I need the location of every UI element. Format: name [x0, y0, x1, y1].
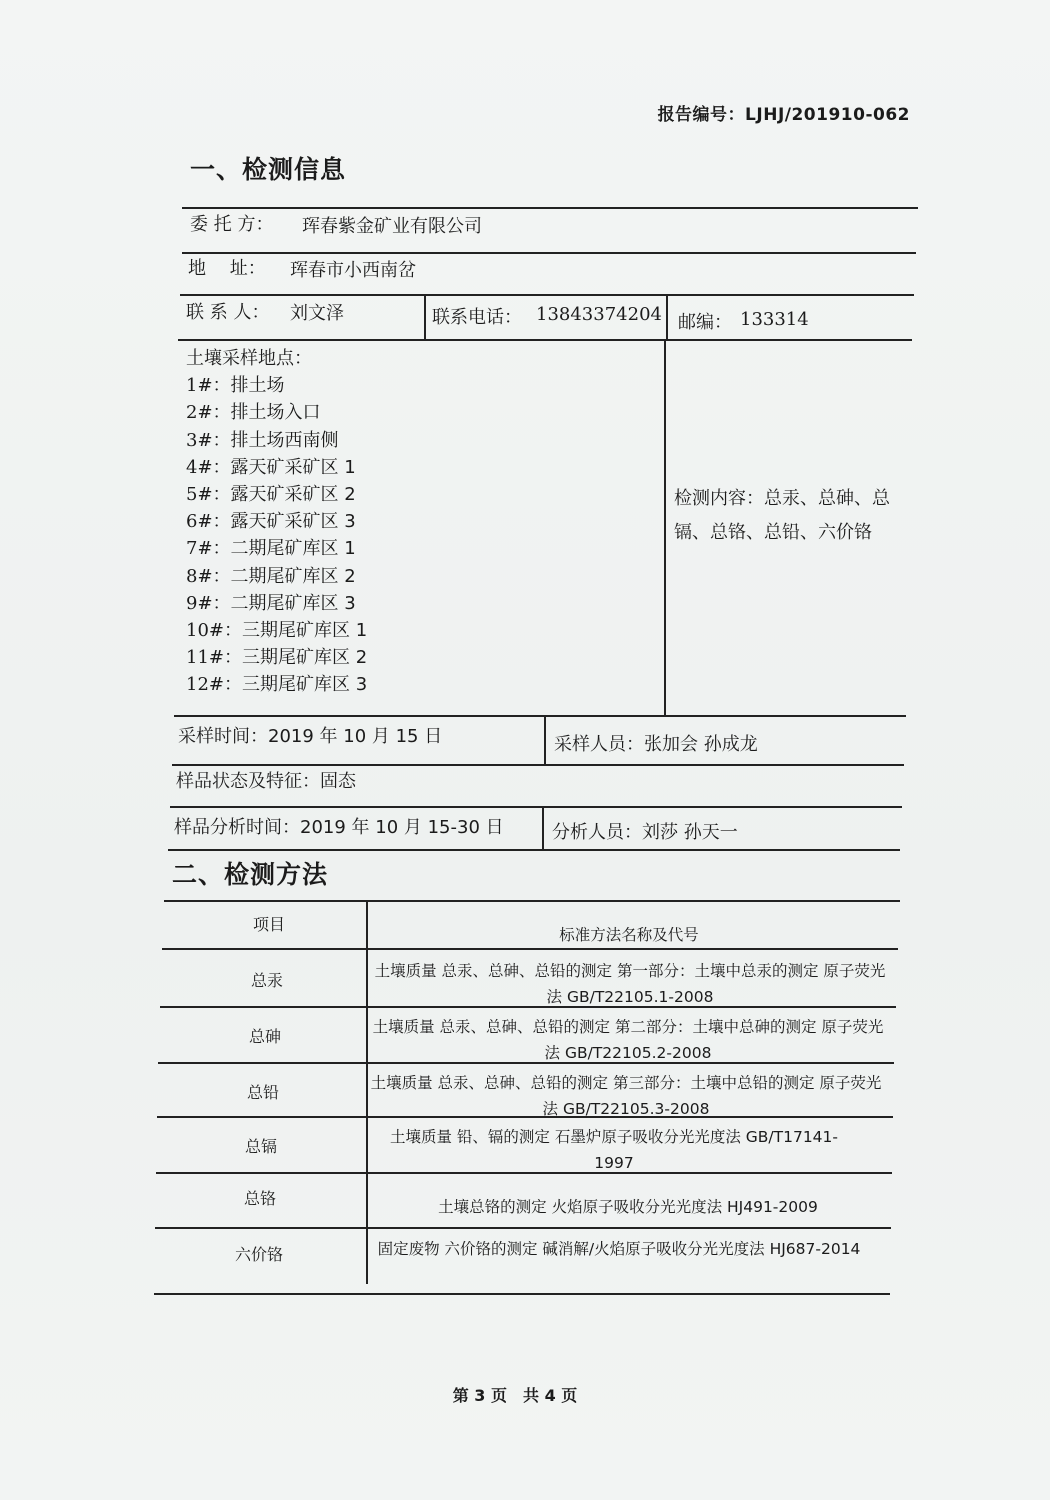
section-title-detection-info: 一、检测信息 — [190, 155, 347, 184]
contact-person-label: 联 系 人： — [186, 302, 270, 323]
table-cell-std: 土壤质量 总汞、总砷、总铅的测定 第一部分：土壤中总汞的测定 原子荧光法 GB/T22105.1-2008 — [374, 962, 886, 1006]
divider — [664, 340, 666, 715]
client-label: 委 托 方： — [190, 214, 274, 235]
divider — [424, 296, 426, 339]
header-std: 标准方法名称及代号 — [559, 926, 699, 944]
rule — [168, 849, 900, 851]
list-item: 5#：露天矿采矿区 2 — [186, 484, 356, 506]
report-number: 报告编号：LJHJ/201910-062 — [657, 105, 910, 125]
page-total: 共 4 页 — [523, 1386, 578, 1405]
rule — [174, 715, 906, 717]
address-label: 地 址： — [188, 258, 266, 279]
table-rule — [155, 1227, 891, 1229]
contact-person-value: 刘文泽 — [290, 303, 344, 324]
contact-phone-value: 13843374204 — [536, 304, 662, 325]
table-cell-item: 六价铬 — [234, 1245, 283, 1264]
section-title-methods: 二、检测方法 — [172, 860, 329, 889]
table-cell-item: 总镉 — [244, 1137, 277, 1156]
rule — [172, 764, 904, 766]
rule — [170, 806, 902, 808]
list-item: 6#：露天矿采矿区 3 — [186, 511, 356, 533]
divider — [666, 296, 668, 339]
list-item: 9#：二期尾矿库区 3 — [186, 592, 356, 614]
address-value: 珲春市小西南岔 — [290, 260, 416, 281]
page-footer — [0, 1383, 1030, 1406]
sampling-location-list — [186, 345, 367, 699]
list-item: 12#：三期尾矿库区 3 — [186, 674, 368, 696]
sampling-time: 采样时间：2019 年 10 月 15 日 — [178, 726, 443, 747]
zip-label: 邮编： — [678, 312, 732, 333]
table-cell-std: 固定废物 六价铬的测定 碱消解/火焰原子吸收分光光度法 HJ687-2014 — [377, 1240, 861, 1258]
contact-phone-label: 联系电话： — [432, 307, 522, 328]
list-item: 4#：露天矿采矿区 1 — [186, 456, 356, 478]
list-item: 7#：二期尾矿库区 1 — [186, 538, 356, 560]
client-value: 珲春紫金矿业有限公司 — [302, 216, 482, 237]
sample-state: 样品状态及特征：固态 — [176, 771, 356, 792]
divider — [544, 716, 546, 764]
table-cell-std: 土壤总铬的测定 火焰原子吸收分光光度法 HJ491-2009 — [438, 1198, 818, 1216]
list-item: 11#：三期尾矿库区 2 — [186, 647, 368, 669]
rule — [178, 339, 912, 341]
list-item: 8#：二期尾矿库区 2 — [186, 565, 356, 587]
rule-top — [182, 207, 918, 209]
table-cell-std: 土壤质量 总汞、总砷、总铅的测定 第三部分：土壤中总铅的测定 原子荧光法 GB/T22105.3-2008 — [370, 1074, 882, 1118]
page-number: 第 3 页 — [452, 1386, 507, 1405]
table-rule — [162, 948, 898, 950]
list-item: 3#：排土场西南侧 — [186, 429, 339, 451]
table-cell-std: 土壤质量 总汞、总砷、总铅的测定 第二部分：土壤中总砷的测定 原子荧光法 GB/T22105.2-2008 — [372, 1018, 884, 1062]
table-cell-item: 总砷 — [248, 1027, 281, 1046]
list-item: 10#：三期尾矿库区 1 — [186, 620, 368, 642]
zip-value: 133314 — [740, 309, 809, 330]
table-rule-top — [164, 900, 900, 902]
table-cell-std: 土壤质量 铅、镉的测定 石墨炉原子吸收分光光度法 GB/T17141-1997 — [389, 1128, 839, 1172]
rule — [182, 252, 916, 254]
sampling-staff: 采样人员：张加会 孙成龙 — [554, 734, 758, 755]
list-item: 1#：排土场 — [186, 375, 285, 397]
table-cell-item: 总铬 — [243, 1189, 276, 1208]
divider — [542, 807, 544, 849]
analysis-staff: 分析人员：刘莎 孙天一 — [552, 822, 738, 843]
sampling-location-label: 土壤采样地点： — [186, 348, 312, 369]
rule — [180, 294, 914, 296]
table-rule-bottom — [154, 1293, 890, 1295]
header-item: 项目 — [252, 915, 285, 934]
detection-content: 检测内容：总汞、总砷、总镉、总铬、总铅、六价铬 — [674, 488, 890, 543]
table-cell-item: 总铅 — [246, 1083, 279, 1102]
list-item: 2#：排土场入口 — [186, 402, 321, 424]
table-cell-item: 总汞 — [250, 971, 283, 990]
analysis-time: 样品分析时间：2019 年 10 月 15-30 日 — [174, 817, 504, 838]
